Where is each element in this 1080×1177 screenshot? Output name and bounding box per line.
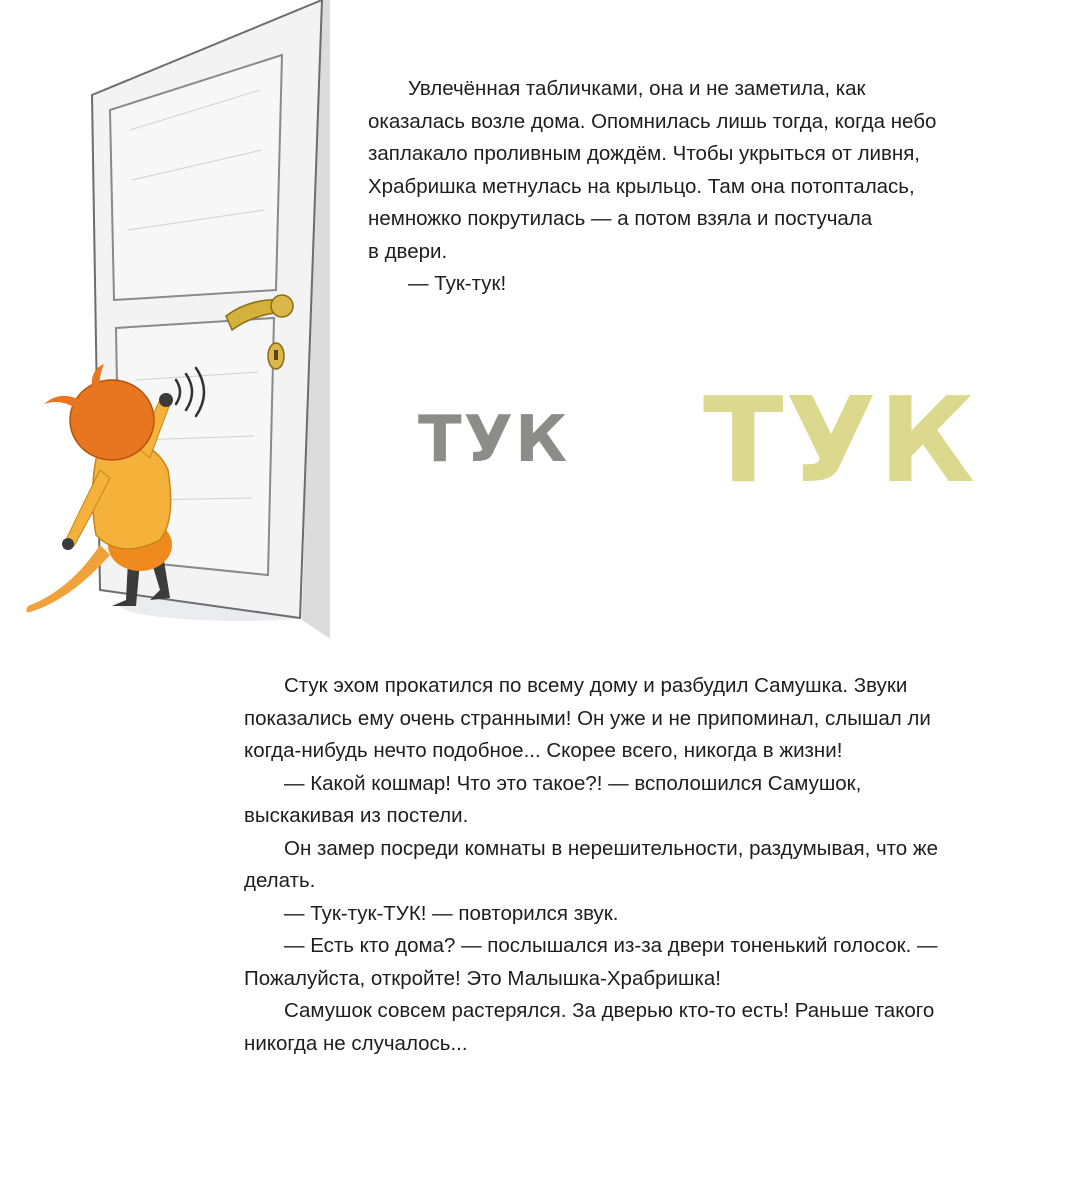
- paragraph-line: когда-нибудь нечто подобное... Скорее всего, никогда в жизни!: [244, 739, 843, 762]
- story-paragraph-bottom: [244, 670, 1019, 1060]
- paragraph-line: немножко покрутилась — а потом взяла и постучала: [368, 207, 873, 230]
- paragraph-line: Пожалуйста, откройте! Это Малышка-Храбришка!: [244, 966, 721, 990]
- paragraph-line: Увлечённая табличками, она и не заметила, как: [408, 77, 866, 100]
- paragraph-line: делать.: [244, 869, 316, 892]
- paragraph-line: — Какой кошмар! Что это такое?! — всполошился Самушок,: [284, 771, 862, 795]
- door-illustration: [0, 0, 330, 640]
- story-paragraph-top: [368, 73, 1018, 301]
- paragraph-line: Он замер посреди комнаты в нерешительности, раздумывая, что же: [284, 836, 939, 860]
- paragraph-line: показались ему очень странными! Он уже и не припоминал, слышал ли: [244, 706, 931, 730]
- paragraph-line: Храбришка метнулась на крыльцо. Там она потопталась,: [368, 174, 915, 198]
- paragraph-line: выскакивая из постели.: [244, 804, 469, 827]
- paragraph-line: никогда не случалось...: [244, 1031, 468, 1055]
- dialogue-line: — Тук-тук!: [408, 272, 507, 295]
- knock-word-large: ТУК: [703, 371, 977, 509]
- paragraph-line: Стук эхом прокатился по всему дому и разбудил Самушка. Звуки: [284, 674, 908, 697]
- paragraph-line: — Есть кто дома? — послышался из-за двери тоненький голосок. —: [284, 934, 938, 957]
- knock-word-small: ТУК: [418, 403, 570, 477]
- paragraph-line: оказалась возле дома. Опомнилась лишь тогда, когда небо: [368, 109, 937, 133]
- paragraph-line: Самушок совсем растерялся. За дверью кто-то есть! Раньше такого: [284, 999, 935, 1022]
- paragraph-line: — Тук-тук-ТУК! — повторился звук.: [284, 901, 619, 925]
- paragraph-line: заплакало проливным дождём. Чтобы укрыться от ливня,: [368, 142, 920, 165]
- paragraph-line: в двери.: [368, 239, 448, 263]
